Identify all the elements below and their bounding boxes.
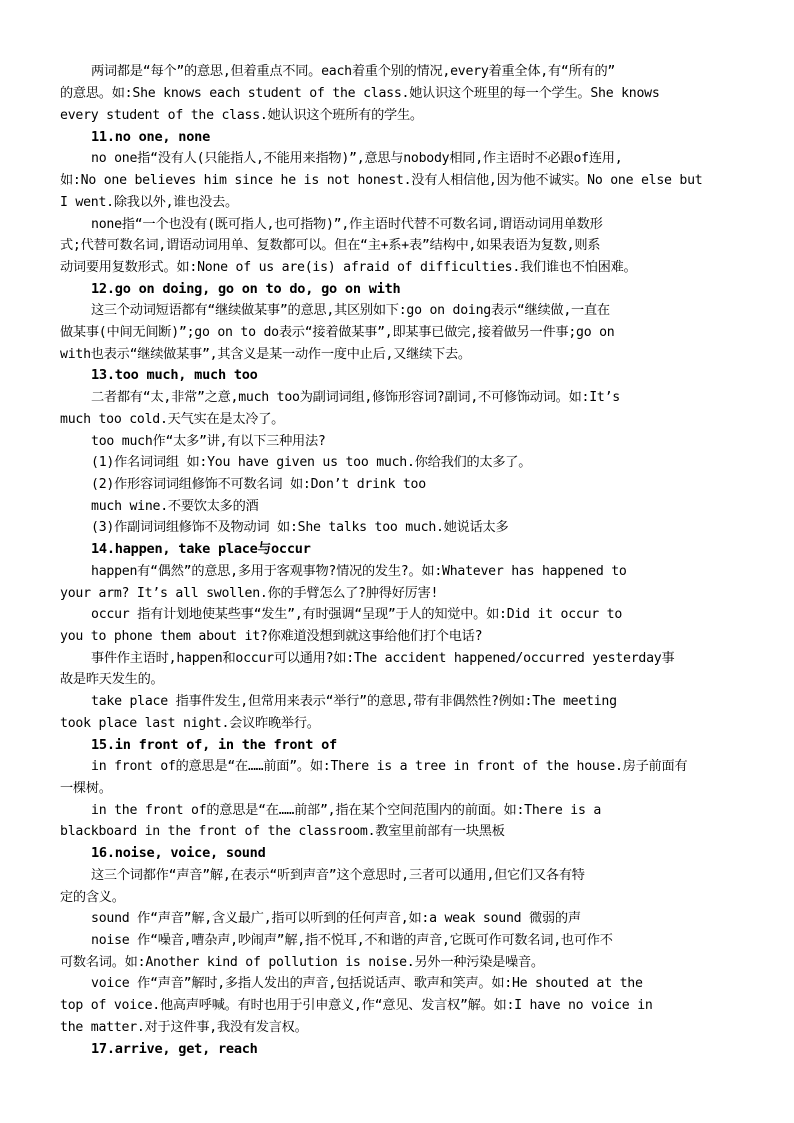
text-line: blackboard in the front of the classroom.教室里前部有一块黑板 [60,824,505,839]
text-line: with也表示“继续做某事”,其含义是某一动作一度中止后,又继续下去。 [60,347,471,362]
text-line: (3)作副词词组修饰不及物动词 如:She talks too much.她说话太多 [91,520,509,535]
text-line: in the front of的意思是“在……前部”,指在某个空间范围内的前面。如:There is a [91,803,602,818]
text-line: 事件作主语时,happen和occur可以通用?如:The accident happened/occurred yesterday事 [91,651,675,666]
text-line: (2)作形容词词组修饰不可数名词 如:Don’t drink too [91,477,426,492]
text-line: you to phone them about it?你难道没想到就这事给他们打个电话? [60,629,483,644]
text-line: 一棵树。 [60,781,112,796]
text-line: occur 指有计划地使某些事“发生”,有时强调“呈现”于人的知觉中。如:Did it occur to [91,607,623,622]
text-line: none指“一个也没有(既可指人,也可指物)”,作主语时代替不可数名词,谓语动词用单数形 [91,217,603,232]
text-line: 定的含义。 [60,890,125,905]
text-line: happen有“偶然”的意思,多用于客观事物?情况的发生?。如:Whatever has happened to [91,564,627,579]
text-line: the matter.对于这件事,我没有发言权。 [60,1020,308,1035]
section-heading: 13.too much, much too [91,367,258,383]
text-line: I went.除我以外,谁也没去。 [60,195,238,210]
text-line: 故是昨天发生的。 [60,672,164,687]
text-line: in front of的意思是“在……前面”。如:There is a tree in front of the house.房子前面有 [91,759,688,774]
section-heading: 12.go on doing, go on to do, go on with [91,281,401,297]
text-line: sound 作“声音”解,含义最广,指可以听到的任何声音,如:a weak sound 微弱的声 [91,911,581,926]
text-line: (1)作名词词组 如:You have given us too much.你给我们的太多了。 [91,455,532,470]
section-heading: 15.in front of, in the front of [91,737,337,753]
text-line: 二者都有“太,非常”之意,much too为副词词组,修饰形容词?副词,不可修饰动词。如:It’s [91,390,620,405]
text-line: 的意思。如:She knows each student of the class.她认识这个班里的每一个学生。She knows [60,86,660,101]
text-line: voice 作“声音”解时,多指人发出的声音,包括说话声、歌声和笑声。如:He shouted at the [91,976,643,991]
text-line: your arm? It’s all swollen.你的手臂怎么了?肿得好厉害! [60,586,439,601]
section-heading: 11.no one, none [91,129,211,145]
text-line: much too cold.天气实在是太冷了。 [60,412,285,427]
text-line: much wine.不要饮太多的酒 [91,499,259,514]
text-line: 如:No one believes him since he is not honest.没有人相信他,因为他不诚实。No one else but [60,173,703,188]
text-line: 动词要用复数形式。如:None of us are(is) afraid of difficulties.我们谁也不怕困难。 [60,260,637,275]
text-line: 做某事(中间无间断)”;go on to do表示“接着做某事”,即某事已做完,接着做另一件事;go on [60,325,615,340]
section-heading: 17.arrive, get, reach [91,1041,258,1057]
text-line: 两词都是“每个”的意思,但着重点不同。each着重个别的情况,every着重全体,有“所有的” [91,64,616,79]
text-line: noise 作“噪音,嘈杂声,吵闹声”解,指不悦耳,不和谐的声音,它既可作可数名词,也可作不 [91,933,613,948]
text-line: 可数名词。如:Another kind of pollution is noise.另外一种污染是噪音。 [60,955,544,970]
text-line: 这三个动词短语都有“继续做某事”的意思,其区别如下:go on doing表示“继续做,一直在 [91,303,610,318]
text-line: no one指“没有人(只能指人,不能用来指物)”,意思与nobody相同,作主语时不必跟of连用, [91,151,623,166]
text-line: every student of the class.她认识这个班所有的学生。 [60,108,423,123]
section-heading: 16.noise, voice, sound [91,845,266,861]
text-line: 这三个词都作“声音”解,在表示“听到声音”这个意思时,三者可以通用,但它们又各有特 [91,868,585,883]
text-line: top of voice.他高声呼喊。有时也用于引申意义,作“意见、发言权”解。如:I have no voice in [60,998,653,1013]
text-line: too much作“太多”讲,有以下三种用法? [91,434,326,449]
section-heading: 14.happen, take place与occur [91,541,311,557]
text-line: 式;代替可数名词,谓语动词用单、复数都可以。但在“主+系+表”结构中,如果表语为复数,则系 [60,238,601,253]
text-line: took place last night.会议昨晚举行。 [60,716,320,731]
text-line: take place 指事件发生,但常用来表示“举行”的意思,带有非偶然性?例如:The meeting [91,694,617,709]
